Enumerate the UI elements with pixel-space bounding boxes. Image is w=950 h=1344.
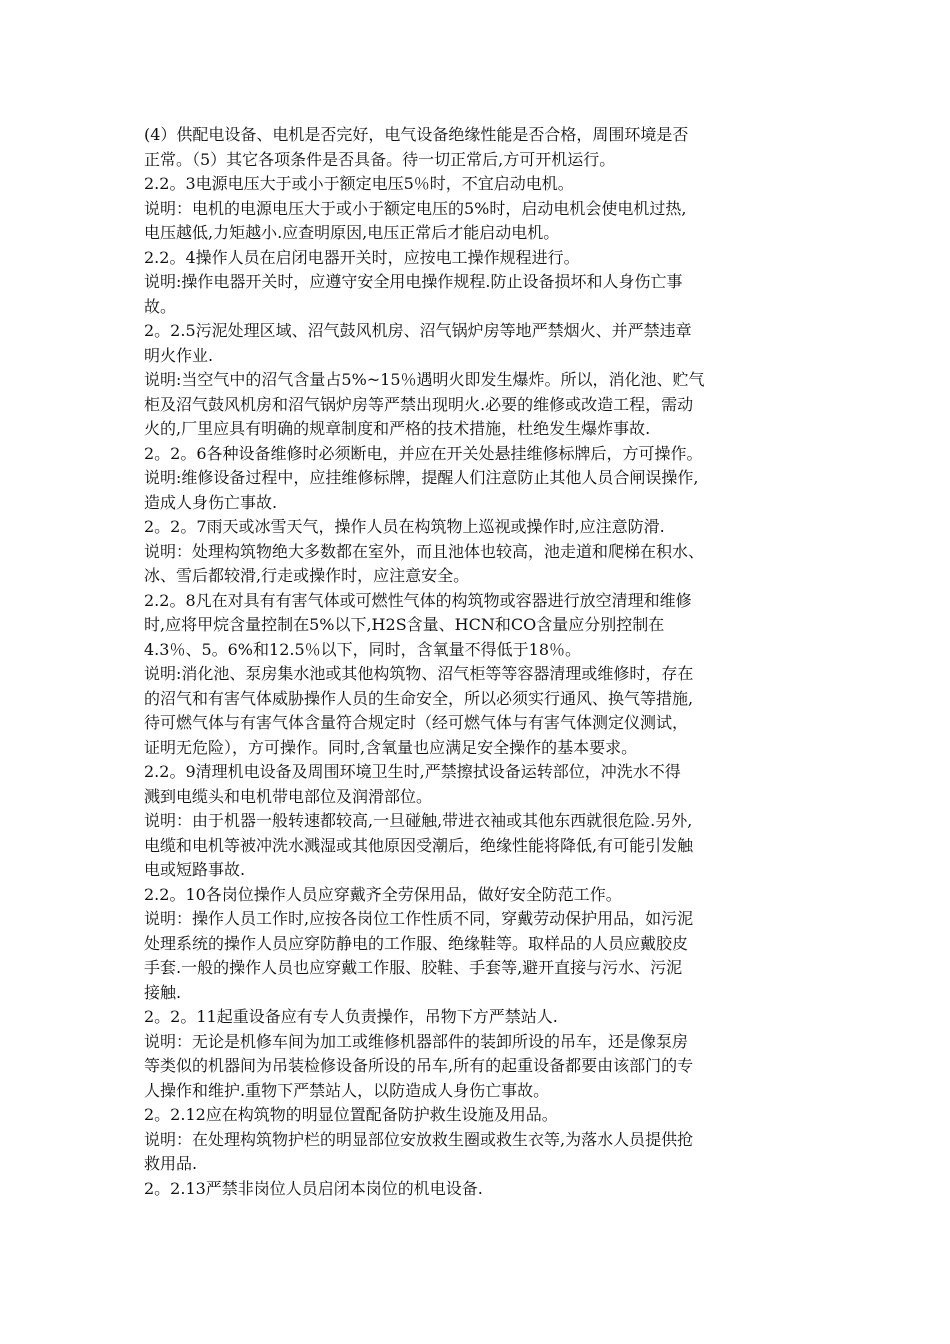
text-line: 说明:当空气中的沼气含量占5%~15％遇明火即发生爆炸。所以，消化池、贮气 — [144, 370, 705, 389]
text-line: 救用品. — [144, 1154, 198, 1173]
text-line: 说明：由于机器一般转速都较高,一旦碰触,带进衣袖或其他东西就很危险.另外, — [144, 811, 693, 830]
text-line: 手套.一般的操作人员也应穿戴工作服、胶鞋、手套等,避开直接与污水、污泥 — [144, 958, 683, 977]
text-line: 2.2。4操作人员在启闭电器开关时，应按电工操作规程进行。 — [144, 247, 580, 267]
text-line: 冰、雪后都较滑,行走或操作时，应注意安全。 — [144, 566, 470, 585]
text-line: 说明:消化池、泵房集水池或其他构筑物、沼气柜等等容器清理或维修时，存在 — [144, 664, 694, 683]
document-body — [144, 123, 812, 1201]
text-line: 证明无危险），方可操作。同时,含氧量也应满足安全操作的基本要求。 — [144, 737, 638, 757]
text-line: 明火作业. — [144, 345, 214, 365]
text-line: 说明：在处理构筑物护栏的明显部位安放救生圈或救生衣等,为落水人员提供抢 — [144, 1129, 694, 1149]
text-line: 说明：无论是机修车间为加工或维修机器部件的装卸所设的吊车，还是像泵房 — [144, 1031, 689, 1051]
text-line: 处理系统的操作人员应穿防静电的工作服、绝缘鞋等。取样品的人员应戴胶皮 — [144, 933, 689, 953]
text-line: 溅到电缆头和电机带电部位及润滑部位。 — [144, 786, 433, 806]
text-line: 2.2。9清理机电设备及周围环境卫生时,严禁擦拭设备运转部位，冲洗水不得 — [144, 762, 681, 781]
text-line: 说明：操作人员工作时,应按各岗位工作性质不同，穿戴劳动保护用品，如污泥 — [144, 909, 694, 928]
text-line: 2。2.5污泥处理区域、沼气鼓风机房、沼气锅炉房等地严禁烟火、并严禁违章 — [144, 321, 692, 340]
text-line: 说明:维修设备过程中，应挂维修标牌，提醒人们注意防止其他人员合闸误操作, — [144, 468, 699, 487]
text-line: 等类似的机器间为吊装检修设备所设的吊车,所有的起重设备都要由该部门的专 — [144, 1056, 694, 1075]
text-line: 时,应将甲烷含量控制在5%以下,H2S含量、HCN和CO含量应分别控制在 — [144, 615, 665, 634]
text-line: 说明：电机的电源电压大于或小于额定电压的5%时，启动电机会使电机过热, — [144, 198, 687, 218]
text-line: 2.2。3电源电压大于或小于额定电压5％时，不宜启动电机。 — [144, 174, 574, 193]
text-line: 火的,厂里应具有明确的规章制度和严格的技术措施，杜绝发生爆炸事故. — [144, 419, 651, 438]
text-line: 2.2。10各岗位操作人员应穿戴齐全劳保用品，做好安全防范工作。 — [144, 884, 622, 904]
text-line: 2。2。7雨天或冰雪天气，操作人员在构筑物上巡视或操作时,应注意防滑. — [144, 517, 665, 536]
text-line: 4.3％、5。6%和12.5％以下，同时，含氧量不得低于18％。 — [144, 639, 581, 659]
text-line: 电缆和电机等被冲洗水溅湿或其他原因受潮后，绝缘性能将降低,有可能引发触 — [144, 835, 694, 855]
text-line: 造成人身伤亡事故. — [144, 492, 278, 512]
text-line: 2。2。11起重设备应有专人负责操作，吊物下方严禁站人. — [144, 1007, 558, 1026]
text-line: 2。2。6各种设备维修时必须断电，并应在开关处悬挂维修标牌后，方可操作。 — [144, 443, 703, 463]
text-line: 接触. — [144, 982, 182, 1002]
text-line: 柜及沼气鼓风机房和沼气锅炉房等严禁出现明火.必要的维修或改造工程，需动 — [144, 394, 694, 414]
text-line: 说明：处理构筑物绝大多数都在室外，而且池体也较高，池走道和爬梯在积水、 — [144, 541, 705, 561]
text-line: 正常。（5）其它各项条件是否具备。待一切正常后,方可开机运行。 — [144, 149, 616, 169]
text-line: 电压越低,力矩越小.应查明原因,电压正常后才能启动电机。 — [144, 223, 560, 242]
text-line: 2。2.12应在构筑物的明显位置配备防护救生设施及用品。 — [144, 1105, 558, 1124]
text-line: 2.2。8凡在对具有有害气体或可燃性气体的构筑物或容器进行放空清理和维修 — [144, 590, 692, 610]
text-line: 电或短路事故. — [144, 860, 246, 879]
text-line: 待可燃气体与有害气体含量符合规定时（经可燃气体与有害气体测定仪测试， — [144, 713, 689, 732]
text-line: 人操作和维护.重物下严禁站人，以防造成人身伤亡事故。 — [144, 1080, 550, 1100]
text-line: 说明:操作电器开关时，应遵守安全用电操作规程.防止设备损坏和人身伤亡事 — [144, 272, 683, 291]
text-line: (4）供配电设备、电机是否完好，电气设备绝缘性能是否合格，周围环境是否 — [144, 125, 689, 144]
text-line: 2。2.13严禁非岗位人员启闭本岗位的机电设备. — [144, 1178, 483, 1198]
text-line: 的沼气和有害气体威胁操作人员的生命安全，所以必须实行通风、换气等措施, — [144, 688, 694, 708]
text-line: 故。 — [144, 296, 177, 316]
